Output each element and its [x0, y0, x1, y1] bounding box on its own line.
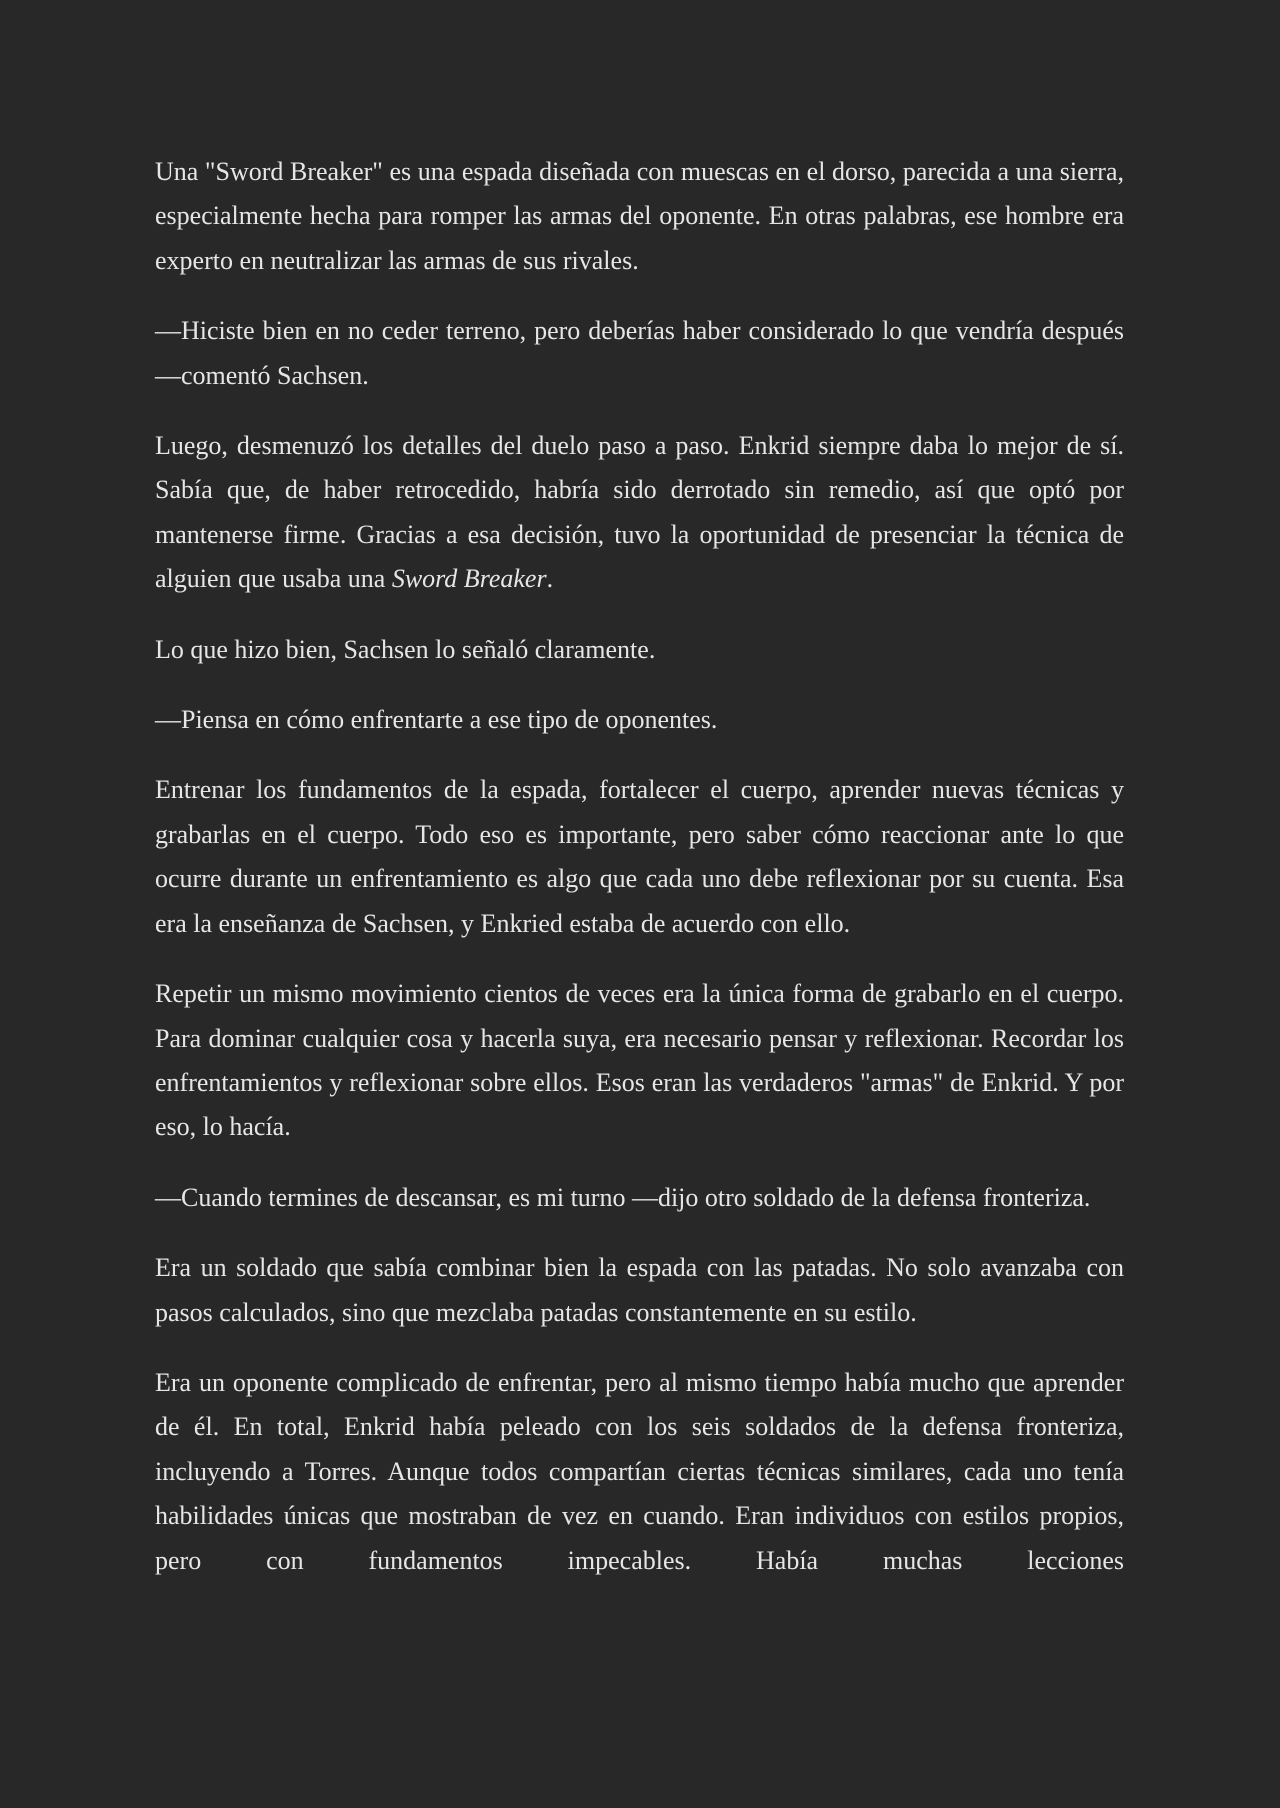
paragraph-4: Lo que hizo bien, Sachsen lo señaló claramente.: [155, 634, 656, 664]
paragraph-7: Repetir un mismo movimiento cientos de veces era la única forma de grabarlo en el cuerpo. Para dominar cualquier cosa y hacerla suya, era necesario pensar y reflexionar. Recordar los enfrentamientos y reflexionar sobre ellos. Esos eran las verdaderos "armas" de Enkrid. Y por eso, lo hacía.: [155, 979, 1124, 1142]
paragraph-5-dialogue: —Piensa en cómo enfrentarte a ese tipo de oponentes.: [155, 705, 718, 735]
paragraph-8-dialogue: —Cuando termines de descansar, es mi turno —dijo otro soldado de la defensa fronteriza.: [155, 1182, 1091, 1212]
paragraph-3-text: Luego, desmenuzó los detalles del duelo paso a paso. Enkrid siempre daba lo mejor de sí. Sabía que, de haber retrocedido, habría sido derrotado sin remedio, así que optó por mantenerse firme. Gracias a esa decisión, tuvo la oportunidad de presenciar la técnica de alguien que usaba una: [155, 431, 1124, 594]
paragraph-9: Era un soldado que sabía combinar bien la espada con las patadas. No solo avanzaba con pasos calculados, sino que mezclaba patadas constantemente en su estilo.: [155, 1253, 1124, 1327]
paragraph-6: Entrenar los fundamentos de la espada, fortalecer el cuerpo, aprender nuevas técnicas y grabarlas en el cuerpo. Todo eso es importante, pero saber cómo reaccionar ante lo que ocurre durante un enfrentamiento es algo que cada uno debe reflexionar por su cuenta. Esa era la enseñanza de Sachsen, y Enkried estaba de acuerdo con ello.: [155, 775, 1124, 938]
paragraph-3-end: .: [546, 564, 554, 594]
paragraph-1: Una "Sword Breaker" es una espada diseñada con muescas en el dorso, parecida a una sierra, especialmente hecha para romper las armas del oponente. En otras palabras, ese hombre era experto en neutralizar las armas de sus rivales.: [155, 157, 1124, 275]
paragraph-3: [155, 424, 1124, 602]
paragraph-3-italic-term: Sword Breaker: [391, 564, 547, 594]
paragraph-10: Era un oponente complicado de enfrentar, pero al mismo tiempo había mucho que aprender de él. En total, Enkrid había peleado con los seis soldados de la defensa fronteriza, incluyendo a Torres. Aunque todos compartían ciertas técnicas similares, cada uno tenía habilidades únicas que mostraban de vez en cuando. Eran individuos con estilos propios, pero con fundamentos impecables. Había muchas lecciones: [155, 1367, 1124, 1575]
paragraph-2-dialogue: —Hiciste bien en no ceder terreno, pero deberías haber considerado lo que vendría después —comentó Sachsen.: [155, 316, 1124, 390]
